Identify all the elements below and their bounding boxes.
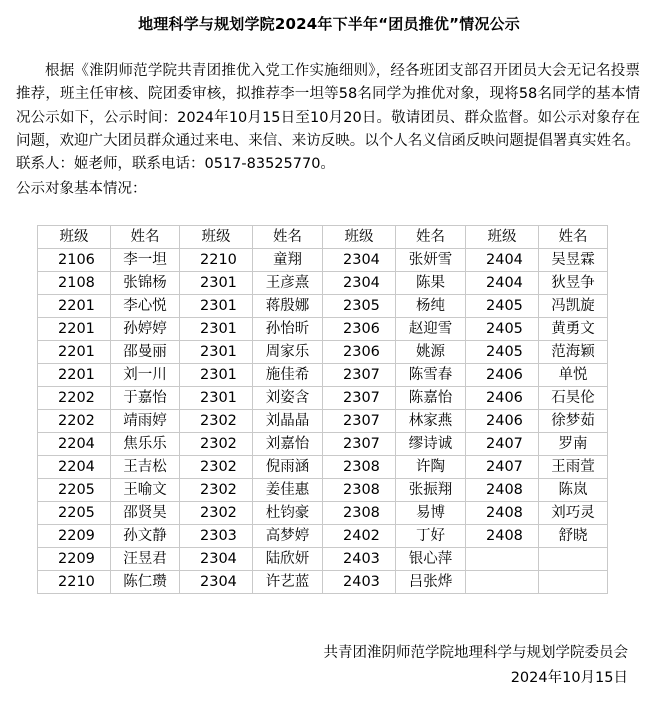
signature-organization: 共青团淮阴师范学院地理科学与规划学院委员会	[323, 645, 628, 661]
student-name-cell: 刘姿含	[253, 387, 323, 410]
table-row	[38, 502, 608, 525]
table-row	[38, 318, 608, 341]
class-cell: 2302	[180, 410, 253, 433]
class-cell: 2301	[180, 318, 253, 341]
class-cell: 2301	[180, 387, 253, 410]
student-name-cell: 周家乐	[253, 341, 323, 364]
class-cell: 2205	[38, 479, 111, 502]
class-cell: 2204	[38, 456, 111, 479]
class-cell: 2304	[323, 249, 396, 272]
class-cell: 2406	[466, 410, 539, 433]
student-name-cell: 孙婷婷	[111, 318, 180, 341]
class-cell: 2308	[323, 479, 396, 502]
student-name-cell: 王喻文	[111, 479, 180, 502]
class-cell: 2301	[180, 272, 253, 295]
student-name-cell: 蒋殷娜	[253, 295, 323, 318]
class-cell: 2204	[38, 433, 111, 456]
class-cell: 2205	[38, 502, 111, 525]
table-row	[38, 525, 608, 548]
table-row	[38, 479, 608, 502]
student-name-cell: 许艺蓝	[253, 571, 323, 594]
class-cell: 2408	[466, 525, 539, 548]
class-cell: 2408	[466, 479, 539, 502]
header-class: 班级	[466, 226, 539, 249]
class-cell: 2405	[466, 295, 539, 318]
student-name-cell	[539, 571, 608, 594]
student-name-cell: 单悦	[539, 364, 608, 387]
table-row	[38, 249, 608, 272]
class-cell: 2209	[38, 548, 111, 571]
class-cell: 2302	[180, 433, 253, 456]
student-name-cell: 焦乐乐	[111, 433, 180, 456]
class-cell: 2301	[180, 364, 253, 387]
class-cell: 2210	[38, 571, 111, 594]
class-cell: 2201	[38, 318, 111, 341]
student-name-cell: 范海颖	[539, 341, 608, 364]
class-cell: 2301	[180, 295, 253, 318]
table-row	[38, 295, 608, 318]
student-name-cell: 易博	[396, 502, 466, 525]
table-row	[38, 364, 608, 387]
class-cell: 2209	[38, 525, 111, 548]
header-name: 姓名	[111, 226, 180, 249]
table-row	[38, 433, 608, 456]
header-name: 姓名	[253, 226, 323, 249]
student-name-cell: 陈雪春	[396, 364, 466, 387]
header-class: 班级	[38, 226, 111, 249]
page-title: 地理科学与规划学院2024年下半年“团员推优”情况公示	[138, 15, 520, 33]
student-name-cell: 黄勇文	[539, 318, 608, 341]
class-cell: 2201	[38, 295, 111, 318]
student-name-cell: 陆欣妍	[253, 548, 323, 571]
table-intro: 公示对象基本情况：	[16, 181, 147, 197]
table-header-row	[38, 226, 608, 249]
student-name-cell: 徐梦茹	[539, 410, 608, 433]
student-name-cell: 邵曼丽	[111, 341, 180, 364]
student-name-cell: 缪诗诚	[396, 433, 466, 456]
class-cell: 2302	[180, 502, 253, 525]
student-name-cell: 张锦杨	[111, 272, 180, 295]
student-name-cell: 张妍雪	[396, 249, 466, 272]
class-cell: 2304	[180, 571, 253, 594]
class-cell: 2306	[323, 318, 396, 341]
class-cell: 2407	[466, 456, 539, 479]
recommended-students-table	[37, 225, 608, 594]
class-cell: 2304	[323, 272, 396, 295]
student-name-cell: 银心萍	[396, 548, 466, 571]
header-class: 班级	[323, 226, 396, 249]
class-cell: 2405	[466, 318, 539, 341]
class-cell: 2304	[180, 548, 253, 571]
table-row	[38, 548, 608, 571]
student-name-cell: 童翔	[253, 249, 323, 272]
student-name-cell: 丁好	[396, 525, 466, 548]
class-cell: 2302	[180, 479, 253, 502]
header-class: 班级	[180, 226, 253, 249]
student-name-cell: 刘晶晶	[253, 410, 323, 433]
announcement-body: 根据《淮阴师范学院共青团推优入党工作实施细则》，经各班团支部召开团员大会无记名投票推荐，班主任审核、院团委审核，拟推荐李一坦等58名同学为推优对象，现将58名同学的基本情况公示如下，公示时间：2024年10月15日至10月20日。敬请团员、群众监督。如公示对象存在问题，欢迎广大团员群众通过来电、来信、来访反映。以个人名义信函反映问题提倡署真实姓名。联系人：姬老师，联系电话：0517-83525770。	[16, 63, 640, 173]
class-cell: 2303	[180, 525, 253, 548]
class-cell: 2307	[323, 433, 396, 456]
student-name-cell: 王雨萱	[539, 456, 608, 479]
student-name-cell: 石昊伦	[539, 387, 608, 410]
student-name-cell: 姜佳惠	[253, 479, 323, 502]
header-name: 姓名	[396, 226, 466, 249]
class-cell: 2108	[38, 272, 111, 295]
student-name-cell: 靖雨婷	[111, 410, 180, 433]
student-name-cell: 陈仁瓒	[111, 571, 180, 594]
student-name-cell: 狄昱争	[539, 272, 608, 295]
class-cell: 2308	[323, 456, 396, 479]
class-cell: 2406	[466, 387, 539, 410]
class-cell: 2405	[466, 341, 539, 364]
student-name-cell	[539, 548, 608, 571]
class-cell: 2202	[38, 410, 111, 433]
student-name-cell: 王彦熹	[253, 272, 323, 295]
class-cell: 2306	[323, 341, 396, 364]
class-cell: 2404	[466, 249, 539, 272]
class-cell: 2201	[38, 364, 111, 387]
student-name-cell: 孙文静	[111, 525, 180, 548]
class-cell: 2202	[38, 387, 111, 410]
student-name-cell: 吕张烨	[396, 571, 466, 594]
signature-block	[324, 641, 629, 691]
student-name-cell: 姚源	[396, 341, 466, 364]
student-name-cell: 冯凯旋	[539, 295, 608, 318]
student-name-cell: 杜钧豪	[253, 502, 323, 525]
student-name-cell: 刘嘉怡	[253, 433, 323, 456]
class-cell: 2301	[180, 341, 253, 364]
class-cell: 2403	[323, 571, 396, 594]
table-row	[38, 272, 608, 295]
student-name-cell: 陈果	[396, 272, 466, 295]
student-name-cell: 高梦婷	[253, 525, 323, 548]
class-cell: 2403	[323, 548, 396, 571]
signature-date: 2024年10月15日	[510, 670, 628, 686]
student-name-cell: 杨纯	[396, 295, 466, 318]
class-cell: 2307	[323, 364, 396, 387]
class-cell: 2307	[323, 387, 396, 410]
student-name-cell: 吴昱霖	[539, 249, 608, 272]
table-row	[38, 341, 608, 364]
student-name-cell: 罗南	[539, 433, 608, 456]
student-name-cell: 陈嘉怡	[396, 387, 466, 410]
student-name-cell: 许陶	[396, 456, 466, 479]
class-cell: 2307	[323, 410, 396, 433]
class-cell: 2404	[466, 272, 539, 295]
student-name-cell: 李心悦	[111, 295, 180, 318]
class-cell: 2407	[466, 433, 539, 456]
student-name-cell: 于嘉怡	[111, 387, 180, 410]
class-cell: 2106	[38, 249, 111, 272]
student-name-cell: 刘巧灵	[539, 502, 608, 525]
student-name-cell: 王吉松	[111, 456, 180, 479]
class-cell: 2408	[466, 502, 539, 525]
header-name: 姓名	[539, 226, 608, 249]
class-cell: 2305	[323, 295, 396, 318]
class-cell: 2406	[466, 364, 539, 387]
student-name-cell: 李一坦	[111, 249, 180, 272]
table-row	[38, 387, 608, 410]
table-row	[38, 571, 608, 594]
student-name-cell: 林家燕	[396, 410, 466, 433]
class-cell: 2402	[323, 525, 396, 548]
class-cell: 2302	[180, 456, 253, 479]
student-name-cell: 舒晓	[539, 525, 608, 548]
student-name-cell: 赵迎雪	[396, 318, 466, 341]
student-name-cell: 汪昱君	[111, 548, 180, 571]
student-name-cell: 刘一川	[111, 364, 180, 387]
student-name-cell: 孙怡昕	[253, 318, 323, 341]
student-name-cell: 施佳希	[253, 364, 323, 387]
student-name-cell: 邵贤昊	[111, 502, 180, 525]
student-name-cell: 倪雨涵	[253, 456, 323, 479]
class-cell: 2308	[323, 502, 396, 525]
table-row	[38, 456, 608, 479]
table-row	[38, 410, 608, 433]
student-name-cell: 陈岚	[539, 479, 608, 502]
student-name-cell: 张振翔	[396, 479, 466, 502]
class-cell: 2201	[38, 341, 111, 364]
class-cell	[466, 571, 539, 594]
class-cell: 2210	[180, 249, 253, 272]
class-cell	[466, 548, 539, 571]
